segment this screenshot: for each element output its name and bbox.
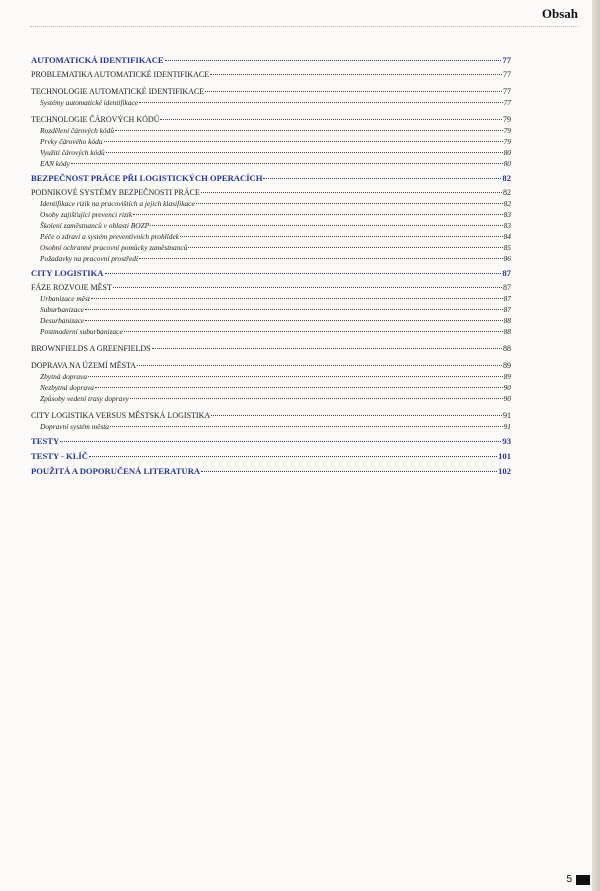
toc-entry-title: AUTOMATICKÁ IDENTIFIKACE	[31, 55, 164, 65]
toc-entry-page: 87	[503, 294, 511, 303]
toc-entry-title: Identifikace rizik na pracovištích a jejich klasifikace	[40, 199, 195, 208]
running-header-title: Obsah	[541, 6, 578, 21]
toc-chapter-row[interactable]	[31, 55, 511, 66]
toc-entry-page: 86	[503, 254, 511, 263]
toc-chapter-row[interactable]	[31, 436, 511, 447]
toc-sub-row[interactable]	[31, 220, 511, 231]
toc-dot-leader	[130, 398, 503, 399]
toc-entry-page: 83	[503, 210, 511, 219]
toc-dot-leader	[105, 273, 502, 274]
toc-entry-page: 82	[503, 199, 511, 208]
toc-entry-page: 90	[503, 394, 511, 403]
toc-dot-leader	[110, 426, 503, 427]
toc-section-row[interactable]	[31, 360, 511, 371]
toc-dot-leader	[137, 365, 502, 366]
toc-entry-page: 80	[503, 148, 511, 157]
toc-entry-page: 79	[503, 137, 511, 146]
toc-entry-title: BROWNFIELDS A GREENFIELDS	[31, 344, 151, 353]
toc-sub-row[interactable]	[31, 393, 511, 404]
toc-entry-page: 89	[503, 372, 511, 381]
toc-entry-title: Urbanizace měst	[40, 294, 90, 303]
toc-chapter-row[interactable]	[31, 173, 511, 184]
toc-entry-page: 77	[503, 98, 511, 107]
toc-entry-title: Osoby zajišťující prevenci rizik	[40, 210, 133, 219]
toc-dot-leader	[210, 74, 502, 75]
toc-entry-title: TESTY	[31, 436, 60, 446]
toc-entry-page: 85	[503, 243, 511, 252]
toc-section-row[interactable]	[31, 343, 511, 354]
toc-sub-row[interactable]	[31, 242, 511, 253]
toc-entry-title: EAN kódy	[40, 159, 70, 168]
toc-entry-title: CITY LOGISTIKA VERSUS MĚSTSKÁ LOGISTIKA	[31, 411, 211, 420]
toc-sub-row[interactable]	[31, 125, 511, 136]
toc-dot-leader	[115, 130, 503, 131]
toc-entry-page: 77	[503, 87, 511, 96]
toc-entry-page: 88	[503, 327, 511, 336]
toc-entry-page: 87	[503, 283, 511, 292]
toc-entry-page: 91	[503, 411, 511, 420]
toc-sub-row[interactable]	[31, 158, 511, 169]
toc-entry-title: TESTY - KLÍČ	[31, 451, 88, 461]
toc-entry-page: 93	[502, 436, 511, 446]
toc-dot-leader	[89, 456, 497, 457]
toc-entry-title: Rozdělení čárových kódů	[40, 126, 115, 135]
toc-entry-page: 79	[503, 126, 511, 135]
toc-entry-page: 91	[503, 422, 511, 431]
toc-dot-leader	[150, 225, 502, 226]
toc-sub-row[interactable]	[31, 209, 511, 220]
toc-entry-page: 88	[503, 316, 511, 325]
toc-sub-row[interactable]	[31, 421, 511, 432]
toc-dot-leader	[139, 102, 503, 103]
toc-section-row[interactable]	[31, 69, 511, 80]
toc-sub-row[interactable]	[31, 253, 511, 264]
page-edge-shadow	[592, 0, 600, 891]
toc-entry-title: Osobní ochranné pracovní pomůcky zaměstnanců	[40, 243, 188, 252]
toc-entry-title: Zbytná doprava	[40, 372, 88, 381]
toc-entry-title: PROBLEMATIKA AUTOMATICKÉ IDENTIFIKACE	[31, 70, 210, 79]
page-marker	[576, 875, 590, 885]
toc-sub-row[interactable]	[31, 97, 511, 108]
toc-sub-row[interactable]	[31, 326, 511, 337]
toc-entry-title: TECHNOLOGIE AUTOMATICKÉ IDENTIFIKACE	[31, 87, 205, 96]
toc-sub-row[interactable]	[31, 231, 511, 242]
toc-dot-leader	[60, 441, 501, 442]
toc-dot-leader	[139, 258, 503, 259]
toc-entry-page: 83	[503, 221, 511, 230]
toc-entry-page: 90	[503, 383, 511, 392]
toc-dot-leader	[196, 203, 503, 204]
toc-chapter-row[interactable]	[31, 451, 511, 462]
toc-section-row[interactable]	[31, 187, 511, 198]
toc-entry-title: Školení zaměstnanců v oblasti BOZP	[40, 221, 150, 230]
toc-dot-leader	[133, 214, 502, 215]
toc-entry-title: Suburbanizace	[40, 305, 84, 314]
toc-entry-title: Prvky čárového kódu	[40, 137, 103, 146]
toc-entry-page: 79	[503, 115, 511, 124]
toc-dot-leader	[211, 415, 502, 416]
toc-entry-title: POUŽITÁ A DOPORUČENÁ LITERATURA	[31, 466, 201, 476]
page-number: 5	[566, 874, 572, 885]
toc-entry-page: 88	[503, 344, 511, 353]
toc-dot-leader	[104, 141, 503, 142]
toc-entry-title: CITY LOGISTIKA	[31, 268, 104, 278]
toc-section-row[interactable]	[31, 410, 511, 421]
header-rule	[30, 26, 578, 27]
toc-dot-leader	[91, 298, 503, 299]
toc-dot-leader	[152, 348, 502, 349]
toc-dot-leader	[85, 320, 502, 321]
toc-section-row[interactable]	[31, 114, 511, 125]
toc-entry-title: Postmoderní suburbanizace	[40, 327, 123, 336]
toc-dot-leader	[165, 60, 502, 61]
toc-entry-page: 77	[503, 70, 511, 79]
toc-chapter-row[interactable]	[31, 268, 511, 279]
toc-dot-leader	[71, 163, 503, 164]
toc-section-row[interactable]	[31, 86, 511, 97]
toc-entry-page: 102	[498, 466, 511, 476]
toc-entry-title: BEZPEČNOST PRÁCE PŘI LOGISTICKÝCH OPERACÍCH	[31, 173, 263, 183]
toc-sub-row[interactable]	[31, 198, 511, 209]
toc-sub-row[interactable]	[31, 304, 511, 315]
toc-dot-leader	[188, 247, 502, 248]
toc-dot-leader	[263, 178, 501, 179]
toc-entry-page: 101	[498, 451, 511, 461]
toc-entry-title: Nezbytná doprava	[40, 383, 94, 392]
toc-entry-page: 87	[503, 305, 511, 314]
toc-sub-row[interactable]	[31, 136, 511, 147]
toc-entry-page: 89	[503, 361, 511, 370]
toc-entry-title: FÁZE ROZVOJE MĚST	[31, 283, 112, 292]
toc-entry-page: 80	[503, 159, 511, 168]
toc-section-row[interactable]	[31, 282, 511, 293]
toc-entry-page: 82	[502, 173, 511, 183]
toc-entry-title: Způsoby vedení trasy dopravy	[40, 394, 129, 403]
toc-entry-title: DOPRAVA NA ÚZEMÍ MĚSTA	[31, 361, 137, 370]
toc-entry-title: Požadavky na pracovní prostředí	[40, 254, 139, 263]
toc-dot-leader	[88, 376, 503, 377]
toc-chapter-row[interactable]	[31, 466, 511, 477]
toc-dot-leader	[160, 119, 502, 120]
toc-sub-row[interactable]	[31, 293, 511, 304]
toc-entry-title: Péče o zdraví a systém preventivních prohlídek	[40, 232, 180, 241]
toc-sub-row[interactable]	[31, 371, 511, 382]
toc-entry-title: Dopravní systém města	[40, 422, 109, 431]
toc-dot-leader	[201, 471, 497, 472]
toc-sub-row[interactable]	[31, 382, 511, 393]
toc-entry-title: Systémy automatické identifikace	[40, 98, 139, 107]
toc-dot-leader	[95, 387, 503, 388]
toc-dot-leader	[180, 236, 503, 237]
table-of-contents	[31, 51, 511, 480]
toc-entry-title: Využití čárových kódů	[40, 148, 105, 157]
toc-entry-title: Desurbanizace	[40, 316, 85, 325]
toc-dot-leader	[205, 91, 502, 92]
toc-entry-page: 82	[503, 188, 511, 197]
toc-entry-title: TECHNOLOGIE ČÁROVÝCH KÓDŮ	[31, 115, 160, 124]
toc-sub-row[interactable]	[31, 147, 511, 158]
toc-dot-leader	[106, 152, 503, 153]
toc-entry-page: 87	[502, 268, 511, 278]
toc-entry-page: 84	[503, 232, 511, 241]
toc-sub-row[interactable]	[31, 315, 511, 326]
toc-entry-page: 77	[502, 55, 511, 65]
toc-dot-leader	[201, 192, 502, 193]
toc-dot-leader	[113, 287, 502, 288]
toc-dot-leader	[85, 309, 503, 310]
toc-dot-leader	[124, 331, 503, 332]
toc-entry-title: PODNIKOVÉ SYSTÉMY BEZPEČNOSTI PRÁCE	[31, 188, 200, 197]
